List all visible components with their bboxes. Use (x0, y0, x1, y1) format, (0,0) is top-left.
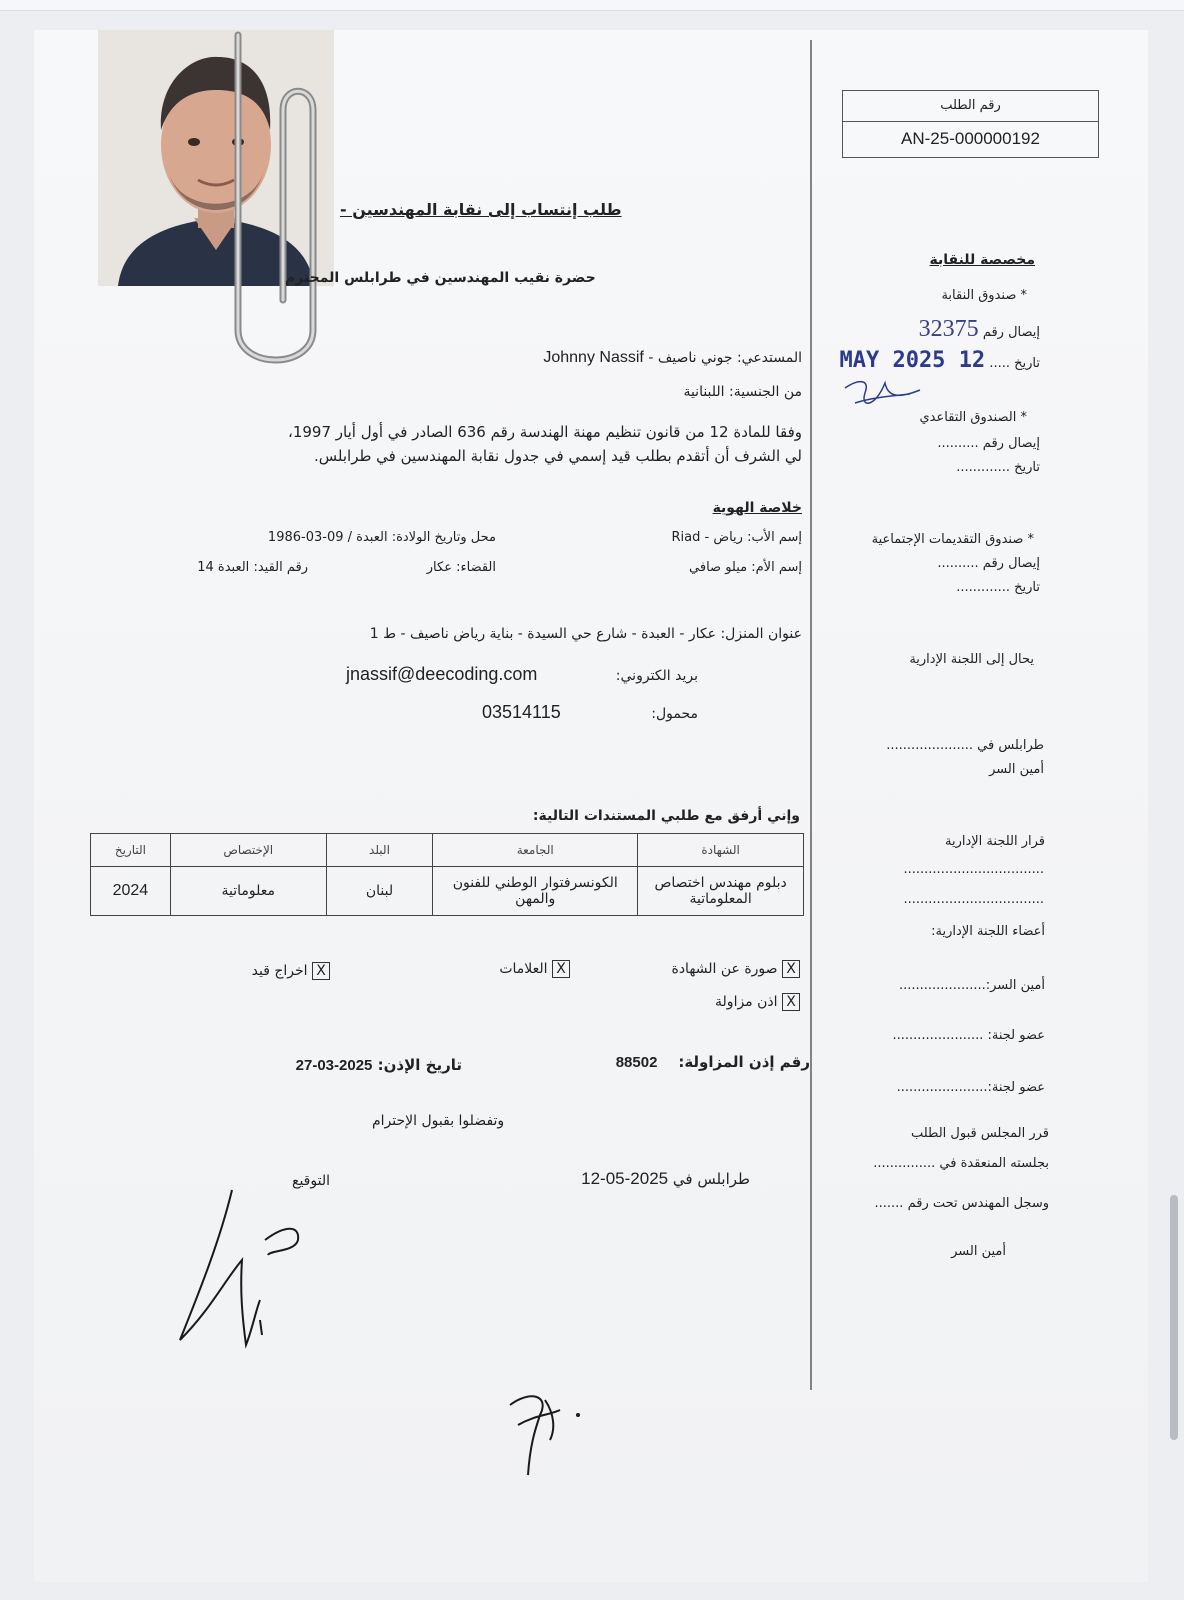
place-date-label: طرابلس في (672, 1170, 750, 1188)
member-2: عضو لجنة:...................... (896, 1080, 1045, 1095)
stamp-date-label: تاريخ ..... (989, 356, 1040, 371)
reg-value: العبدة 14 (197, 560, 250, 575)
council-decision: قرر المجلس قبول الطلب (910, 1126, 1049, 1141)
social-receipt: إيصال رقم .......... (937, 556, 1040, 571)
district-value: عكار (426, 560, 452, 575)
checkbox-record (252, 962, 330, 980)
birth-label: محل وتاريخ الولادة: (391, 530, 496, 545)
secretary-dots: أمين السر:..................... (898, 978, 1045, 993)
intro-line-2: لي الشرف أن أتقدم بطلب قيد إسمي في جدول نقابة المهندسين في طرابلس. (314, 447, 802, 465)
fund-social: * صندوق التقديمات الإجتماعية (871, 532, 1034, 547)
intro-line-1: وفقا للمادة 12 من قانون تنظيم مهنة الهندسة رقم 636 الصادر في أول أيار 1997، (287, 423, 802, 441)
address-line (370, 626, 802, 642)
checkbox-mark: X (552, 960, 570, 978)
addressee: حضرة نقيب المهندسين في طرابلس المحترم (285, 270, 596, 286)
retirement-receipt: إيصال رقم .......... (937, 436, 1040, 451)
request-number-label: رقم الطلب (843, 91, 1098, 122)
viewer-top-bar (0, 0, 1184, 11)
mobile-value: 03514115 (482, 702, 561, 722)
checkbox-grades (499, 960, 570, 978)
checkbox-mark: X (782, 993, 800, 1011)
father-value: رياض - Riad (671, 530, 743, 545)
mother-line (689, 560, 802, 575)
cell-country: لبنان (326, 867, 433, 916)
secretary-1: أمين السر (989, 762, 1044, 777)
registered-line: وسجل المهندس تحت رقم ....... (874, 1196, 1049, 1211)
permit-date-value: 2025-03-27 (295, 1057, 373, 1074)
documents-header-row (91, 834, 804, 867)
header-date: التاريخ (91, 834, 171, 867)
permit-date-line (296, 1056, 462, 1074)
member-1: عضو لجنة: ...................... (892, 1028, 1045, 1043)
nationality-label: من الجنسية: (729, 384, 802, 400)
fund-retirement: * الصندوق التقاعدي (919, 410, 1027, 425)
district-line (427, 560, 496, 575)
checkbox-record-label: اخراج قيد (251, 963, 308, 979)
cell-date: 2024 (91, 867, 171, 916)
cell-specialty: معلوماتية (170, 867, 326, 916)
date-stamp: 12 MAY 2025 (839, 348, 986, 373)
receipt-number: 32375 (918, 316, 979, 342)
reg-line (197, 560, 308, 575)
social-date: تاريخ ............. (956, 580, 1040, 595)
checkbox-cert-copy (671, 960, 800, 978)
applicant-label: المستدعي: (736, 350, 802, 366)
nationality-value: اللبنانية (683, 384, 725, 400)
request-number-box (842, 90, 1099, 158)
checkbox-permit-label: اذن مزاولة (715, 994, 778, 1010)
father-line (672, 530, 802, 545)
permit-date-label: تاريخ الإذن: (377, 1056, 462, 1074)
page-title: طلب إنتساب إلى نقابة المهندسين - (340, 200, 622, 219)
viewer-scrollbar[interactable] (1170, 1195, 1178, 1440)
tripoli-in: طرابلس في ..................... (886, 738, 1044, 753)
receipt-line (919, 316, 1040, 343)
header-specialty: الإختصاص (170, 834, 326, 867)
signature-label: التوقيع (292, 1173, 330, 1189)
checkbox-permit (715, 993, 800, 1011)
committee-members: أعضاء اللجنة الإدارية: (931, 924, 1045, 939)
place-date-value: 2025-05-12 (581, 1169, 669, 1188)
header-certificate: الشهادة (638, 834, 804, 867)
closing-line: وتفضلوا بقبول الإحترام (372, 1113, 505, 1129)
secretary-2: أمين السر (951, 1244, 1006, 1259)
mother-label: إسم الأم: (751, 560, 802, 575)
paper-clip-icon (228, 30, 323, 395)
applicant-name-en: Johnny Nassif (543, 349, 644, 366)
address-label: عنوان المنزل: (720, 626, 802, 642)
retirement-date: تاريخ ............. (956, 460, 1040, 475)
applicant-line (543, 349, 802, 367)
district-label: القضاء: (456, 560, 496, 575)
committee-decision: قرار اللجنة الإدارية (945, 834, 1045, 849)
birth-line (268, 530, 496, 545)
father-label: إسم الأب: (747, 530, 802, 545)
permit-line (616, 1053, 810, 1071)
sidebar-heading: مخصصة للنقابة (929, 252, 1035, 268)
cell-certificate: دبلوم مهندس اختصاص المعلوماتية (638, 867, 804, 916)
permit-number: 88502 (615, 1054, 658, 1071)
session-line: بجلسته المنعقدة في ............... (873, 1156, 1049, 1171)
table-row (91, 867, 804, 916)
mobile-label: محمول: (651, 706, 698, 722)
secondary-signature (500, 1385, 600, 1485)
fund-syndicate: * صندوق النقابة (941, 288, 1027, 303)
mother-value: ميلو صافي (689, 560, 748, 575)
nationality-line (683, 384, 802, 400)
checkbox-mark: X (312, 962, 330, 980)
documents-heading: وإني أرفق مع طلبي المستندات التالية: (532, 808, 800, 824)
checkbox-grades-label: العلامات (499, 961, 548, 977)
receipt-initials (840, 368, 930, 418)
cell-university: الكونسرفتوار الوطني للفنون والمهن (433, 867, 638, 916)
documents-table (90, 833, 804, 916)
request-number-value: AN-25-000000192 (901, 129, 1040, 148)
email-value: jnassif@deecoding.com (346, 664, 538, 684)
checkbox-cert-copy-label: صورة عن الشهادة (671, 961, 778, 977)
header-university: الجامعة (433, 834, 638, 867)
permit-label: رقم إذن المزاولة: (678, 1053, 810, 1071)
checkbox-mark: X (782, 960, 800, 978)
place-date-line (581, 1169, 750, 1189)
receipt-label: إيصال رقم (982, 325, 1040, 340)
refer-committee: يحال إلى اللجنة الإدارية (909, 652, 1034, 667)
applicant-signature (170, 1180, 320, 1360)
email-label: بريد الكتروني: (615, 668, 698, 684)
applicant-name-ar: جوني ناصيف - (648, 350, 733, 366)
column-divider (810, 40, 812, 1390)
birth-value: العبدة / 09-03-1986 (267, 530, 388, 545)
address-value: عكار - العبدة - شارع حي السيدة - بناية رياض ناصيف - ط 1 (369, 626, 717, 642)
reg-label: رقم القيد: (253, 560, 308, 575)
header-country: البلد (326, 834, 433, 867)
decision-dots-1: .................................. (903, 862, 1044, 877)
identity-heading: خلاصة الهوية (712, 500, 802, 516)
decision-dots-2: .................................. (903, 892, 1044, 907)
